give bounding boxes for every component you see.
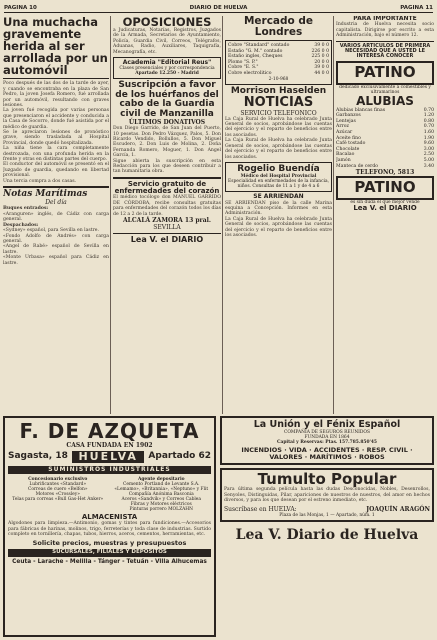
maritime-note: «Angel de Rabé» español de Sevilla en lastre. xyxy=(3,244,109,255)
doctor-box xyxy=(225,162,332,192)
headline-london-market: Mercado de Londres xyxy=(243,16,314,39)
market-table xyxy=(225,40,332,85)
azqueta-street: Sagasta, 18 xyxy=(8,451,68,462)
academy-title: Academia "Editorial Reus" xyxy=(122,59,212,67)
tumulto-title: Tumulto Popular xyxy=(257,469,397,488)
azqueta-band: SUMINISTROS INDUSTRIALES xyxy=(8,466,211,474)
union-fenix-ad xyxy=(220,416,434,465)
patino-name-2: PATINO xyxy=(354,178,416,197)
read-diario-bottom: Lea V. el DIARIO xyxy=(353,203,417,212)
azqueta-branches-title: SUCURSALES, FILIALES Y DEPÓSITOS xyxy=(8,549,211,557)
azqueta-founded: CASA FUNDADA EN 1902 xyxy=(66,442,153,449)
page-label-right: PAGINA 11 xyxy=(400,4,433,11)
varios-articulos: VARIOS ARTICULOS DE PRIMERA NECESIDAD QUE A USTED LE INTERESA CONOCER xyxy=(339,42,431,60)
market-row: Cobre "E. S." 39 0 0 xyxy=(228,65,329,71)
azqueta-city: HUELVA xyxy=(72,451,143,463)
column-2 xyxy=(113,16,221,414)
notice-importante-text: Industria de Huelva necesita socio capitalista. Dirigirse por escrito a esta Administración, bajo el número 12. xyxy=(336,22,434,39)
heart-ad-text: El médico tocólogo don MANUEL GARRIDO DE CÓRDOBA, recibe consultas gratuitas para enfermedades del corazón todos los días de 12 a 2 de la tarde. xyxy=(113,195,221,217)
column-4 xyxy=(336,16,434,414)
doctor-specialty: Especialidad en enfermedades de la infancia, niños. Consultas de 11 a 1 y de 4 a 6 xyxy=(228,179,330,190)
headline-oposiciones: OPOSICIONES xyxy=(122,16,212,29)
despachados-title: Despachados: xyxy=(3,222,39,228)
article-paragraph: La joven fué recogida por varias personas que presenciaron el accidente y conducida a la Casa de Socorro, donde fué asistida por el médico de guardia. xyxy=(3,108,109,130)
azqueta-columns xyxy=(8,477,211,512)
market-row: Plomo "S. P." 20 0 0 xyxy=(228,59,329,65)
notice-title: SE ARRIENDAN xyxy=(253,193,304,201)
azqueta-left-col: Concesionario exclusivo Lubrificantes «Standard» Correas de cuero «Belfon» Motores «Crossley» Telas para correas «Bull Gas-Het Anker» xyxy=(12,476,104,502)
noticias-sub: SERVICIO TELEFONICO xyxy=(240,109,317,117)
heart-ad-title: Servicio gratuito de enfermedades del corazón xyxy=(114,179,220,196)
azqueta-apartado: Apartado 62 xyxy=(148,451,211,462)
firm-name: Morrison Haselden xyxy=(230,85,327,96)
buques-despachados: «Sydney» español, para Sevilla en lastre. xyxy=(3,228,99,234)
oposiciones-text: a Judicaturas, Notarías, Registros, Juzgados de la Armada, Secretarios de Ayuntamiento, Policía, Guardia Civil, Correos, Telégrafos, Aduanas, Radio, Auxiliares, Taquigrafía, Mecanografía, etc. xyxy=(113,28,221,55)
column-rule xyxy=(333,16,334,414)
price-list: Alubias blancas finas 0.70 Garbanzos 1.20 Lentejas 0.80 Arroz 0.70 Azúcar 1.60 Aceite fino 1.90 Café tostado 9.60 Chocolate 3.00 Bacalao 2.50 Jamón 5.00 Manteca de cerdo 3.40 xyxy=(336,107,434,169)
doctor-name: Rogelio Buendía xyxy=(237,163,320,174)
patino-name: PATINO xyxy=(354,63,416,82)
noticias-text: La Caja Rural de Huelva ha celebrado Junta General de socios, aprobándose las cuentas del ejercicio y el reparto de beneficios entre los asociados. xyxy=(225,138,332,160)
maritime-note: «Monte Urbasa» español para Cádiz en lastre. xyxy=(3,255,109,266)
article-paragraph: La niña tiene la cara completamente destrozada, con una profunda herida en la frente y otras en distintas partes del cuerpo. xyxy=(3,146,109,162)
market-row: Cobre "Standard" contado 39 0 0 xyxy=(228,43,329,49)
tumulto-addr: Plaza de las Monjas, 1 — Apartado, núm. 1 xyxy=(279,512,375,518)
buques-entrados: «Aranguren» inglés, de Cádiz con carga general. xyxy=(3,211,109,223)
union-title: La Unión y el Fénix Español xyxy=(253,419,401,430)
doctor-title: Médico del Hospital Provincial xyxy=(240,174,317,180)
running-header xyxy=(4,3,433,13)
academy-address: Apartado 12.250 - Madrid xyxy=(135,71,199,77)
maritime-note: «Fondo Adolfo de Andrés» con carga general. xyxy=(3,233,109,244)
noticias-text: La Caja Rural de Huelva ha celebrado Junta General de socios, aprobándose las cuentas del ejercicio y el reparto de beneficios entre los asociados. xyxy=(225,116,332,138)
column-rule xyxy=(222,16,223,414)
tumulto-text: Para última segunda película hasta las dudas Desconocidas, Nobles, Desenrollos, Senyoles, Distinguidas, Pilar, apariciones de nuestros de nuestros, del amor en hechos diversos, y para los que desean por el estreno inmediato, etc. xyxy=(224,487,430,504)
tumulto-ad xyxy=(220,468,434,522)
donors-text: Don Diego Garrido, de San Juan del Puerto, 10 pesetas. Don Pedro Vázquez, Palos, 5. Don Ricardo Vendido, Bollullos, 5. Don Miguel Escudero, 2. Don Luis de Molina, 2. Doña Fernanda Romero, Moguer, 1. Don Angel García, 1. xyxy=(113,126,221,159)
azqueta-right-col: Agente depositario Cemento Portland de Levante S.A. «Lemamo», «Britannia», «Neptuno» y Flit Compañía Anónima Basconia Aceros «Sandvik» y Correos Cablea Fibras y Motores eléctricos Pinturas porrero MOLZAHN xyxy=(114,476,209,512)
azqueta-cta: Solicite precios, muestras y presupuestos xyxy=(32,539,187,548)
academy-box xyxy=(113,57,221,79)
paper-name: DIARIO DE HUELVA xyxy=(189,4,248,11)
donors-note: Sigue abierta la suscripción en esta Redacción para los que deseen contribuir a tan humanitaria obra. xyxy=(113,158,221,175)
azqueta-almacen: ALMACENISTA xyxy=(81,512,138,521)
tumulto-contact: Suscríbase en HUELVA: JOAQUÍN ARAGÓN xyxy=(224,505,430,513)
column-3 xyxy=(225,16,332,414)
notice-text: SE ARRIENDAN piso de la calle Marina esquina a Concepción. Informes en esta Administración. xyxy=(225,200,332,217)
heart-ad-address: ALCALÁ ZAMORA 13 pral. xyxy=(123,217,211,225)
patino-box xyxy=(336,61,434,85)
column-rule xyxy=(110,16,111,414)
patino-sub: dedicado exclusivamente a comestibles y ultramarinos xyxy=(339,85,431,96)
union-lines: INCENDIOS · VIDA · ACCIDENTES · RESP. CIVIL · VALORES · MARÍTIMOS · ROBOS xyxy=(241,445,413,461)
market-date: 2-10-968 xyxy=(268,76,289,82)
azqueta-branches: Ceuta - Larache - Melilla - Tánger - Tetuán - Villa Alhucemas xyxy=(12,558,207,565)
patino2-sub: es sin duda el que mejor vende xyxy=(350,199,420,205)
headline-accident: Una muchacha gravemente herida al ser arrollada por un automóvil xyxy=(3,16,108,78)
telephone: TELEFONO, 5813 xyxy=(355,169,415,177)
heart-ad-city: SEVILLA xyxy=(153,224,181,232)
market-row: Cobre electrolitico 44 0 0 xyxy=(228,71,329,76)
headline-suscripcion: Suscripción a favor de los huérfanos del cabo de la Guardia civil de Manzanilla xyxy=(115,80,219,119)
notice-text: La Caja Rural de Huelva ha celebrado Junta General de socios, aprobándose las cuentas del ejercicio y el reparto de beneficios entre los asociados. xyxy=(225,216,332,239)
article-paragraph: El conductor del automóvil se presentó en el Juzgado de guardia, quedando en libertad provisional. xyxy=(3,162,109,179)
union-founded: FUNDADA EN 1864 xyxy=(304,434,350,440)
alubias-title: ALUBIAS xyxy=(356,94,414,109)
page-label-left: PAGINA 10 xyxy=(4,4,37,11)
union-capital: Capital y Reservas: Ptas. 157.785.850'45 xyxy=(277,439,377,445)
section-title-maritime: Notas Marítimas xyxy=(3,189,88,200)
union-subtitle: COMPAÑÍA DE SEGUROS REUNIDOS xyxy=(283,429,371,435)
azqueta-title: F. DE AZQUETA xyxy=(19,419,200,443)
article-paragraph: Una tercia compra a dos casas. xyxy=(3,178,77,184)
column-1 xyxy=(3,16,109,414)
donativos-title: ÚLTIMOS DONATIVOS xyxy=(128,119,206,127)
market-row: Estaño "G. M." contado 226 0 0 xyxy=(228,48,329,54)
patino-box-2 xyxy=(336,176,434,200)
article-paragraph: Poco después de las dos de la tarde de ayer, y cuando se encontraba en la plaza de San Pedro, la joven Josefa Romero, fué arrollada por un automóvil, resultando con graves lesiones. xyxy=(3,81,109,108)
academy-sub: Clases presenciales y por correspondencia xyxy=(119,66,215,72)
market-row: Estaño ingles, Cheques 225 0 0 xyxy=(228,54,329,60)
lea-diario-footer: Lea V. Diario de Huelva xyxy=(235,526,419,543)
buques-title: Buques entrados: xyxy=(3,206,49,212)
read-diario-label: Lea V. el DIARIO xyxy=(130,235,204,245)
right-ads xyxy=(220,416,434,637)
notice-importante: PARA IMPORTANTE xyxy=(353,16,417,22)
azqueta-address-row xyxy=(8,451,211,463)
headline-noticias: NOTICIAS xyxy=(243,95,314,111)
article-paragraph: Se le apreciaron lesiones de pronóstico grave, siendo trasladada al Hospital Provincial, donde quedó hospitalizada. xyxy=(3,129,109,146)
section-sub: Del día xyxy=(45,199,67,207)
azqueta-almacen-text: Algodones para limpieza.—Antimonio, gomas y tintes para fundiciones.—Accesorios para fábricas de harinas, molinos, trigo, ferreterías y toda clase de industrias. Surtido completo en tornillería, chapas, tubos, hierros, aceros, cementos, herramientas, etc. xyxy=(8,521,211,537)
azqueta-ad xyxy=(3,416,216,637)
